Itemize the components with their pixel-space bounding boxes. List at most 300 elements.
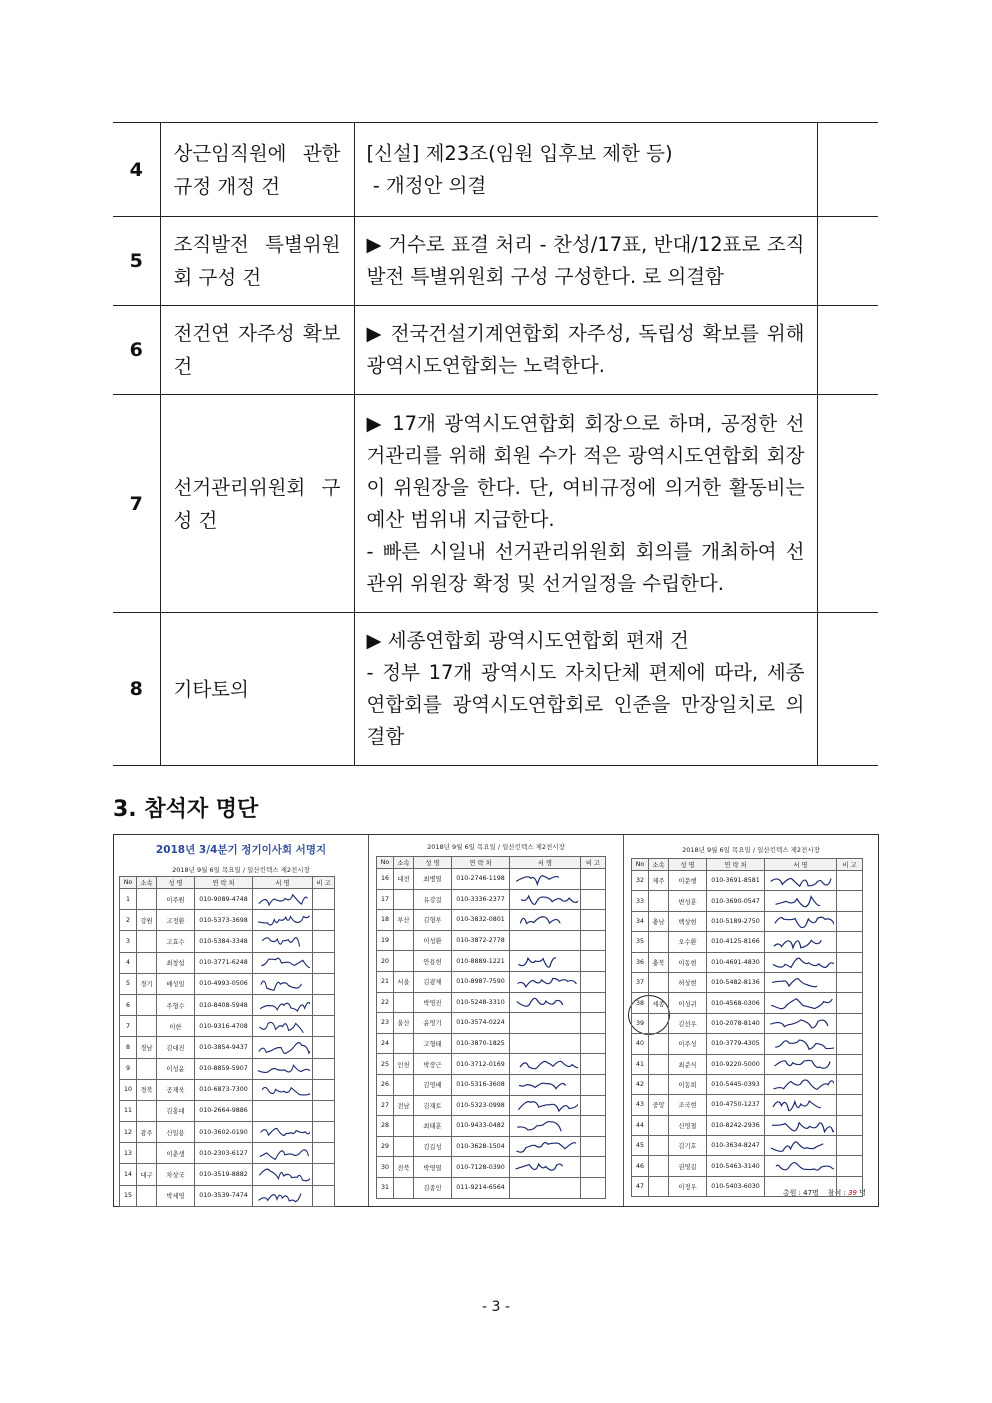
row-number: 41 (632, 1054, 649, 1074)
attendance-row (120, 910, 335, 931)
signature-image (767, 1055, 834, 1074)
row-phone: 010-5373-3698 (195, 910, 253, 931)
row-region: 경기 (137, 973, 157, 994)
signature-image (767, 1095, 834, 1114)
row-phone: 010-3574-0224 (452, 1013, 510, 1034)
column-header: 비 고 (581, 857, 606, 869)
row-remark (837, 1136, 863, 1156)
row-region (394, 1116, 414, 1137)
column-header: 성 명 (669, 859, 707, 871)
row-remark (313, 1164, 335, 1185)
signature-image (767, 932, 834, 951)
attendance-row (120, 889, 335, 910)
row-signature (510, 889, 581, 910)
agenda-title: 전건연 자주성 확보 건 (160, 306, 354, 395)
signature-image (767, 1136, 834, 1155)
agenda-table (113, 122, 878, 766)
attendance-row (377, 1013, 606, 1034)
row-phone: 010-4993-0506 (195, 973, 253, 994)
row-number: 22 (377, 992, 394, 1013)
row-remark (313, 1058, 335, 1079)
signature-image (767, 1116, 834, 1135)
row-region (137, 1100, 157, 1121)
signature-image (767, 1156, 834, 1175)
row-phone: 010-3519-8882 (195, 1164, 253, 1185)
sheet-title: 2018년 3/4분기 정기이사회 서명지 (155, 844, 327, 856)
row-name: 이주원 (157, 889, 195, 910)
attendance-sheet (114, 835, 369, 1206)
row-phone: 010-3870-1825 (452, 1033, 510, 1054)
signature-image (512, 869, 578, 889)
agenda-detail-line: ▶ 세종연합회 광역시도연합회 편재 건 (366, 629, 689, 652)
row-remark (837, 1095, 863, 1115)
row-phone: 010-8859-5907 (195, 1058, 253, 1079)
signature-image (255, 1037, 310, 1057)
row-name: 조국현 (669, 1095, 707, 1115)
agenda-number: 5 (113, 217, 160, 306)
row-name: 김기호 (669, 1136, 707, 1156)
row-remark (581, 1033, 606, 1054)
row-number: 12 (120, 1122, 137, 1143)
attendance-row (120, 1079, 335, 1100)
row-phone: 010-6873-7300 (195, 1079, 253, 1100)
row-number: 36 (632, 952, 649, 972)
row-remark (837, 1034, 863, 1054)
signature-image (255, 1016, 310, 1036)
column-header: 서 명 (765, 859, 837, 871)
row-region: 세종 (649, 993, 669, 1013)
row-phone: 010-4691-4830 (707, 952, 765, 972)
row-remark (581, 930, 606, 951)
row-number: 37 (632, 972, 649, 992)
row-number: 9 (120, 1058, 137, 1079)
row-region (649, 1156, 669, 1176)
row-remark (837, 1115, 863, 1135)
row-number: 30 (377, 1157, 394, 1178)
row-remark (313, 973, 335, 994)
row-number: 4 (120, 952, 137, 973)
column-header: 성 명 (414, 857, 452, 869)
row-number: 16 (377, 869, 394, 890)
attendance-sheet (624, 835, 878, 1206)
attendance-row (377, 1136, 606, 1157)
row-phone: 010-3602-0190 (195, 1122, 253, 1143)
row-phone: 010-5384-3348 (195, 931, 253, 952)
attendance-row (120, 931, 335, 952)
row-number: 21 (377, 971, 394, 992)
row-region: 강원 (137, 910, 157, 931)
row-name: 윤영기 (414, 1013, 452, 1034)
attendance-row (632, 911, 863, 931)
row-name: 박장근 (414, 1054, 452, 1075)
row-phone: 010-2078-8140 (707, 1013, 765, 1033)
row-remark (581, 1054, 606, 1075)
column-header: 소속 (394, 857, 414, 869)
row-region (649, 1136, 669, 1156)
row-phone: 010-4568-0306 (707, 993, 765, 1013)
row-phone: 010-9089-4748 (195, 889, 253, 910)
row-number: 40 (632, 1034, 649, 1054)
row-number: 46 (632, 1156, 649, 1176)
agenda-remark (817, 306, 878, 395)
signature-image (512, 972, 578, 992)
column-header: 소속 (649, 859, 669, 871)
row-phone: 010-3712-0169 (452, 1054, 510, 1075)
row-name: 변성훈 (669, 891, 707, 911)
row-region (649, 891, 669, 911)
row-name: 최병열 (414, 869, 452, 890)
attendance-sheets (113, 834, 879, 1207)
row-signature (510, 971, 581, 992)
row-number: 32 (632, 871, 649, 891)
row-number: 38 (632, 993, 649, 1013)
row-signature (765, 993, 837, 1013)
row-phone: 010-5403-6030 (707, 1176, 765, 1196)
row-remark (313, 1016, 335, 1037)
row-region: 경북 (137, 1079, 157, 1100)
attendance-row (377, 930, 606, 951)
row-number: 17 (377, 889, 394, 910)
attendance-row (632, 1176, 863, 1196)
row-number: 19 (377, 930, 394, 951)
row-remark (313, 1100, 335, 1121)
row-number: 28 (377, 1116, 394, 1137)
attend-unit: 명 (859, 1189, 866, 1197)
row-name: 주형수 (157, 994, 195, 1015)
row-phone: 010-9220-5000 (707, 1054, 765, 1074)
row-phone: 010-9433-0482 (452, 1116, 510, 1137)
row-number: 29 (377, 1136, 394, 1157)
total-label: 총원 : 47명 (782, 1189, 819, 1197)
row-name: 김영배 (414, 1074, 452, 1095)
row-region (137, 1143, 157, 1164)
row-number: 43 (632, 1095, 649, 1115)
signature-image (255, 910, 310, 930)
row-signature (510, 869, 581, 890)
row-remark (837, 972, 863, 992)
row-remark (837, 1074, 863, 1094)
signature-image (512, 1075, 578, 1095)
row-remark (581, 1095, 606, 1116)
column-header: 연 락 처 (707, 859, 765, 871)
row-region (394, 1136, 414, 1157)
row-name: 이동현 (669, 952, 707, 972)
row-signature (765, 1176, 837, 1196)
row-signature (253, 1185, 313, 1206)
column-header: 성 명 (157, 877, 195, 889)
agenda-detail (354, 123, 817, 217)
row-signature (765, 891, 837, 911)
attendance-row (120, 1185, 335, 1206)
row-phone: 010-5316-3608 (452, 1074, 510, 1095)
row-region: 전북 (394, 1157, 414, 1178)
signature-image (512, 993, 578, 1013)
attendance-row (120, 1016, 335, 1037)
row-signature (253, 931, 313, 952)
row-region (137, 1016, 157, 1037)
row-remark (837, 932, 863, 952)
row-signature (253, 889, 313, 910)
attendance-row (377, 1033, 606, 1054)
row-remark (837, 1054, 863, 1074)
attendance-row (632, 1054, 863, 1074)
attendance-row (120, 1164, 335, 1185)
attendance-row (632, 1074, 863, 1094)
attendance-row (632, 1115, 863, 1135)
attendance-row (632, 1095, 863, 1115)
row-remark (581, 1074, 606, 1095)
row-phone: 010-8242-2936 (707, 1115, 765, 1135)
attendance-header-row (632, 859, 863, 871)
agenda-row (113, 217, 878, 306)
row-phone: 010-9316-4708 (195, 1016, 253, 1037)
row-region (394, 930, 414, 951)
row-number: 20 (377, 951, 394, 972)
attendance-table (631, 858, 863, 1197)
agenda-row (113, 613, 878, 766)
row-region: 광주 (137, 1122, 157, 1143)
attendance-row (632, 871, 863, 891)
row-signature (253, 1122, 313, 1143)
column-header: No (632, 859, 649, 871)
row-number: 39 (632, 1013, 649, 1033)
row-signature (510, 992, 581, 1013)
column-header: No (120, 877, 137, 889)
row-phone: 010-5482-8136 (707, 972, 765, 992)
row-phone: 010-5463-3140 (707, 1156, 765, 1176)
row-region (649, 1176, 669, 1196)
row-signature (510, 930, 581, 951)
agenda-detail-line: - 정부 17개 광역시도 자치단체 편제에 따라, 세종연합회를 광역시도연합회로 인준을 만장일치로 의결함 (366, 661, 805, 748)
attendance-row (632, 1034, 863, 1054)
row-signature (253, 952, 313, 973)
row-name: 박세영 (157, 1185, 195, 1206)
row-remark (313, 994, 335, 1015)
row-name: 차상국 (157, 1164, 195, 1185)
row-number: 45 (632, 1136, 649, 1156)
row-remark (581, 1177, 606, 1198)
row-signature (510, 1136, 581, 1157)
row-signature (510, 1033, 581, 1054)
row-remark (581, 910, 606, 931)
row-phone: 010-8987-7590 (452, 971, 510, 992)
row-name: 권영길 (669, 1156, 707, 1176)
agenda-detail (354, 613, 817, 766)
row-signature (765, 952, 837, 972)
attendance-row (377, 910, 606, 931)
row-remark (837, 891, 863, 911)
row-remark (313, 952, 335, 973)
row-remark (837, 871, 863, 891)
row-remark (313, 1185, 335, 1206)
row-phone: 010-4750-1237 (707, 1095, 765, 1115)
attendance-row (120, 952, 335, 973)
row-remark (313, 889, 335, 910)
signature-image (767, 1075, 834, 1094)
sheet-subtitle: 2018년 9월 6일 목요일 / 일산킨텍스 제2전시장 (172, 866, 310, 874)
row-region (649, 972, 669, 992)
attendance-row (632, 1136, 863, 1156)
row-name: 김선우 (669, 1013, 707, 1033)
row-phone: 010-3539-7474 (195, 1185, 253, 1206)
row-name: 김길성 (414, 1136, 452, 1157)
agenda-title: 조직발전 특별위원회 구성 건 (160, 217, 354, 306)
signature-image (767, 891, 834, 910)
row-region: 제주 (649, 871, 669, 891)
agenda-title: 선거관리위원회 구성 건 (160, 395, 354, 613)
signature-image (767, 1034, 834, 1053)
row-signature (253, 1164, 313, 1185)
row-number: 44 (632, 1115, 649, 1135)
row-region (137, 994, 157, 1015)
row-name: 허상현 (669, 972, 707, 992)
row-name: 고정환 (157, 910, 195, 931)
agenda-detail (354, 395, 817, 613)
row-signature (253, 1143, 313, 1164)
signature-image (767, 912, 834, 931)
attendance-row (377, 869, 606, 890)
row-name: 이동희 (669, 1074, 707, 1094)
signature-image (255, 1059, 310, 1079)
agenda-detail-line: - 개정안 의결 (366, 173, 487, 197)
row-region (649, 1054, 669, 1074)
row-region (394, 1177, 414, 1198)
attendance-row (377, 1095, 606, 1116)
attendance-table (376, 856, 606, 1199)
row-signature (253, 973, 313, 994)
signature-image (767, 1014, 834, 1033)
signature-image (255, 1122, 310, 1142)
signature-image (512, 1116, 578, 1136)
row-signature (253, 1037, 313, 1058)
signature-image (767, 871, 834, 890)
row-remark (581, 889, 606, 910)
signature-image (512, 1137, 578, 1157)
row-phone: 010-3771-6248 (195, 952, 253, 973)
row-region (394, 1033, 414, 1054)
row-region: 충남 (649, 911, 669, 931)
row-region: 대전 (394, 869, 414, 890)
row-region: 중앙 (649, 1095, 669, 1115)
row-remark (313, 931, 335, 952)
row-number: 23 (377, 1013, 394, 1034)
attendance-row (632, 1013, 863, 1033)
row-signature (765, 1136, 837, 1156)
agenda-number: 4 (113, 123, 160, 217)
signature-image (512, 1157, 578, 1177)
row-signature (253, 1100, 313, 1121)
row-region (394, 951, 414, 972)
agenda-title: 기타토의 (160, 613, 354, 766)
row-phone: 010-2303-6127 (195, 1143, 253, 1164)
row-remark (313, 1037, 335, 1058)
attendance-row (377, 889, 606, 910)
row-name: 배성일 (157, 973, 195, 994)
row-remark (581, 1116, 606, 1137)
row-signature (765, 1034, 837, 1054)
row-name: 김대진 (157, 1037, 195, 1058)
signature-image (255, 1164, 310, 1184)
row-phone: 010-8408-5948 (195, 994, 253, 1015)
row-number: 6 (120, 994, 137, 1015)
section-heading: 3. 참석자 명단 (113, 797, 259, 822)
row-number: 2 (120, 910, 137, 931)
row-region (394, 889, 414, 910)
row-remark (313, 910, 335, 931)
row-number: 10 (120, 1079, 137, 1100)
row-remark (837, 1156, 863, 1176)
agenda-detail-line: ▶ 전국건설기계연합회 자주성, 독립성 확보를 위해 광역시도연합회는 노력한다. (366, 322, 805, 377)
attendance-row (377, 1116, 606, 1137)
row-signature (253, 1016, 313, 1037)
row-number: 14 (120, 1164, 137, 1185)
attendance-row (120, 973, 335, 994)
row-number: 3 (120, 931, 137, 952)
row-remark (837, 952, 863, 972)
row-region: 경남 (137, 1037, 157, 1058)
row-signature (765, 972, 837, 992)
row-region (394, 992, 414, 1013)
row-signature (765, 1156, 837, 1176)
row-phone: 010-2664-9886 (195, 1100, 253, 1121)
row-number: 27 (377, 1095, 394, 1116)
row-number: 13 (120, 1143, 137, 1164)
row-name: 공재욱 (157, 1079, 195, 1100)
row-phone: 010-7128-0390 (452, 1157, 510, 1178)
row-signature (510, 1157, 581, 1178)
row-region: 울산 (394, 1013, 414, 1034)
row-region (137, 889, 157, 910)
row-region: 대구 (137, 1164, 157, 1185)
row-name: 안용헌 (414, 951, 452, 972)
row-number: 25 (377, 1054, 394, 1075)
column-header: 연 락 처 (452, 857, 510, 869)
row-number: 11 (120, 1100, 137, 1121)
row-signature (510, 1074, 581, 1095)
agenda-number: 6 (113, 306, 160, 395)
row-number: 47 (632, 1176, 649, 1196)
agenda-remark (817, 613, 878, 766)
row-remark (837, 993, 863, 1013)
row-number: 5 (120, 973, 137, 994)
attendance-row (632, 993, 863, 1013)
column-header: 서 명 (510, 857, 581, 869)
row-signature (765, 1074, 837, 1094)
row-remark (313, 1079, 335, 1100)
attendance-sheet (369, 835, 624, 1206)
row-signature (510, 1095, 581, 1116)
agenda-row (113, 123, 878, 217)
attend-label: 참석 : (827, 1189, 846, 1197)
row-remark (837, 1013, 863, 1033)
row-region: 전남 (394, 1095, 414, 1116)
row-phone: 010-5445-0393 (707, 1074, 765, 1094)
attendance-row (632, 952, 863, 972)
column-header: 비 고 (313, 877, 335, 889)
agenda-number: 7 (113, 395, 160, 613)
row-name: 이춘생 (157, 1143, 195, 1164)
attendance-row (377, 1177, 606, 1198)
row-region (649, 932, 669, 952)
attendance-row (120, 1143, 335, 1164)
agenda-remark (817, 217, 878, 306)
row-number: 42 (632, 1074, 649, 1094)
attendance-table (119, 876, 335, 1207)
row-name: 김형부 (414, 910, 452, 931)
agenda-detail-line: [신설] 제23조(임원 입후보 제한 등) (366, 141, 673, 165)
attendance-row (377, 1054, 606, 1075)
row-signature (253, 994, 313, 1015)
